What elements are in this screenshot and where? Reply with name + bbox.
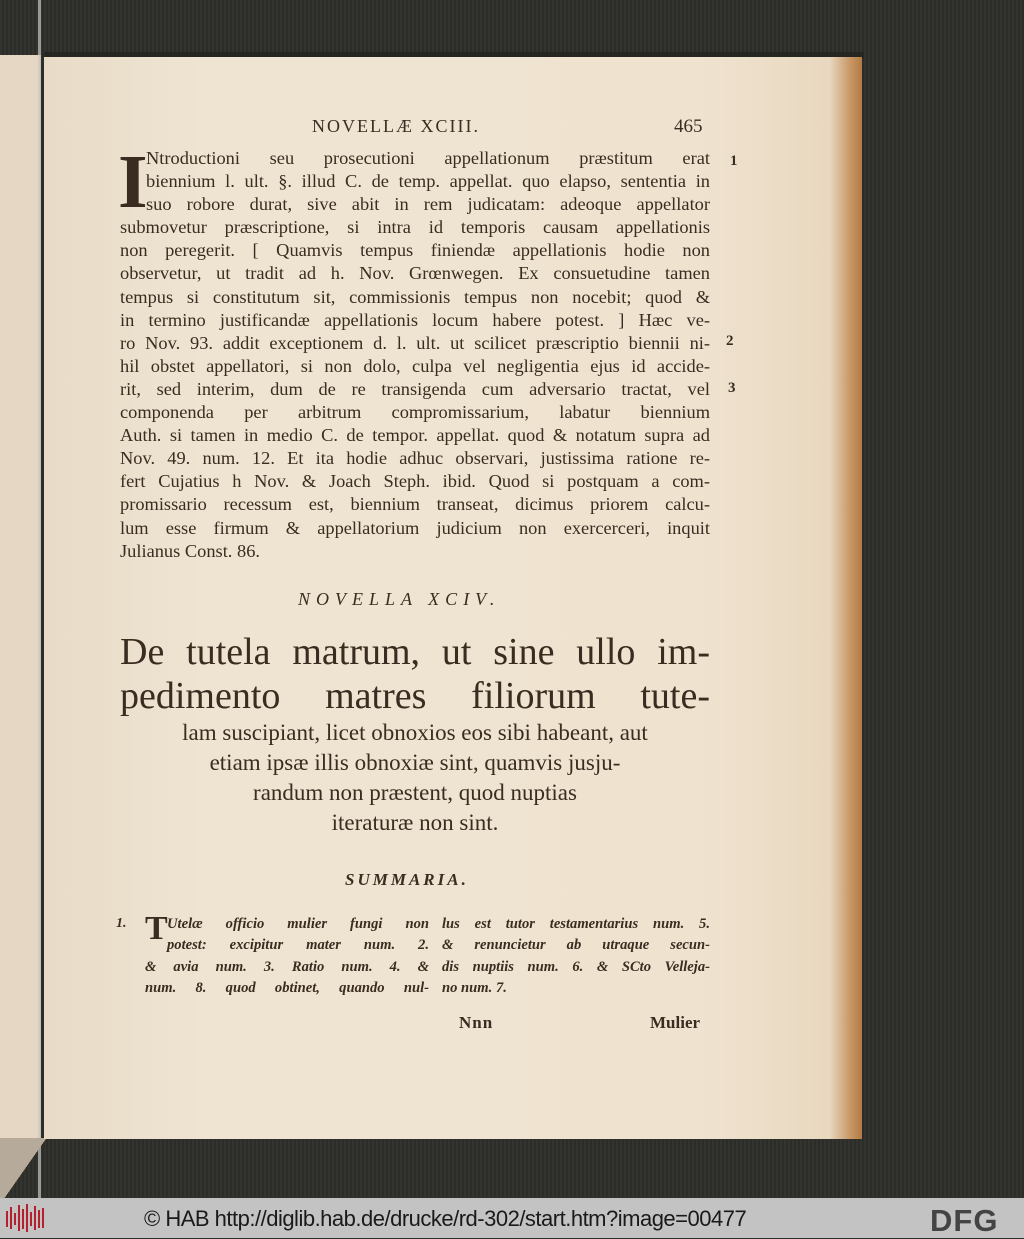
title-line: De tutela matrum, ut sine ullo im- <box>120 631 710 673</box>
summary-line: & renuncietur ab utraque secun- <box>442 937 710 954</box>
text-line: observetur, ut tradit ad h. Nov. Grœnwegen. Ex consuetudine tamen <box>120 263 710 284</box>
body-text <box>118 140 710 563</box>
text-line: in termino justificandæ appellationis locum habere potest. ] Hæc ve- <box>120 309 710 330</box>
text-line: Julianus Const. 86. <box>120 540 260 561</box>
summary-line: potest: excipitur mater num. 2. <box>167 937 429 954</box>
page-number: 465 <box>674 116 703 137</box>
text-line: tempus si constitutum sit, commissionis tempus non nocebit; quod & <box>120 286 710 307</box>
title-line: pedimento matres filiorum tute- <box>120 675 710 717</box>
text-line: rit, sed interim, dum de re transigenda cum adversario tractat, vel <box>120 378 710 399</box>
summary-line: & avia num. 3. Ratio num. 4. & <box>145 958 429 975</box>
dfg-logo: DFG <box>930 1203 999 1238</box>
left-page-edge <box>0 55 41 1138</box>
footer-bar <box>0 1198 1024 1238</box>
title-line: lam suscipiant, licet obnoxios eos sibi habeant, aut <box>182 720 648 745</box>
title-line: randum non præstent, quod nuptias <box>253 780 577 805</box>
text-line: lum esse firmum & appellatorium judicium non exercerceri, inquit <box>120 517 710 538</box>
page-fold-shadow <box>0 1138 55 1198</box>
margin-number: 3 <box>728 380 736 396</box>
text-line: submovetur præscriptione, si intra id temporis causam appellationis <box>120 217 710 238</box>
summary-line: dis nuptiis num. 6. & SCto Velleja- <box>442 958 710 975</box>
text-line: biennium l. ult. §. illud C. de temp. appellat. quo elapso, sententia in <box>146 171 710 192</box>
summary-left-column <box>145 910 429 1000</box>
summary-right-column <box>442 914 710 1000</box>
summaria-heading: SUMMARIA. <box>345 870 469 889</box>
running-head: NOVELLÆ XCIII. <box>312 116 480 136</box>
text-line: ro Nov. 93. addit exceptionem d. l. ult. ut scilicet præscriptio biennii ni- <box>120 332 710 353</box>
summary-line: Utelæ officio mulier fungi non <box>167 916 429 932</box>
drop-cap: I <box>118 140 148 224</box>
glass-edge <box>38 0 41 1198</box>
summary-line: lus est tutor testamentarius num. 5. <box>442 916 710 932</box>
text-line: non peregerit. [ Quamvis tempus finiendæ appellationis hodie non <box>120 240 710 261</box>
copyright-link[interactable]: © HAB http://diglib.hab.de/drucke/rd-302/start.htm?image=00477 <box>144 1206 747 1231</box>
summary-line: no num. 7. <box>442 980 507 997</box>
summary-drop-cap: T <box>145 910 168 947</box>
text-line: suo robore durat, sive abit in rem judicatam: adeoque appellator <box>146 194 710 215</box>
hab-logo-icon <box>4 1203 48 1233</box>
text-line: Nov. 49. num. 12. Et ita hodie adhuc observari, justissima ratione re- <box>120 448 710 469</box>
chapter-title <box>120 630 710 838</box>
text-line: Ntroductioni seu prosecutioni appellationum præstitum erat <box>146 148 710 168</box>
text-line: fert Cujatius h Nov. & Joach Steph. ibid. Quod si postquam a com- <box>120 471 710 492</box>
signature-mark: Nnn <box>459 1013 494 1032</box>
text-line: Auth. si tamen in medio C. de tempor. appellat. quod & notatum supra ad <box>120 425 710 446</box>
margin-number: 2 <box>726 333 734 349</box>
title-line: etiam ipsæ illis obnoxiæ sint, quamvis jusju- <box>209 750 621 775</box>
text-line: promissario recessum est, biennium transeat, dicimus priorem calcu- <box>120 494 710 515</box>
title-line: iteraturæ non sint. <box>331 810 499 835</box>
summary-line: num. 8. quod obtinet, quando nul- <box>145 980 429 997</box>
text-line: hil obstet appellatori, si non dolo, culpa vel negligentia ejus id accide- <box>120 355 710 376</box>
section-heading: NOVELLA XCIV. <box>298 589 501 609</box>
catchword: Mulier <box>650 1013 701 1032</box>
margin-number: 1 <box>730 153 738 169</box>
summary-number: 1. <box>116 916 127 931</box>
text-line: componenda per arbitrum compromissarium, labatur biennium <box>120 402 710 423</box>
